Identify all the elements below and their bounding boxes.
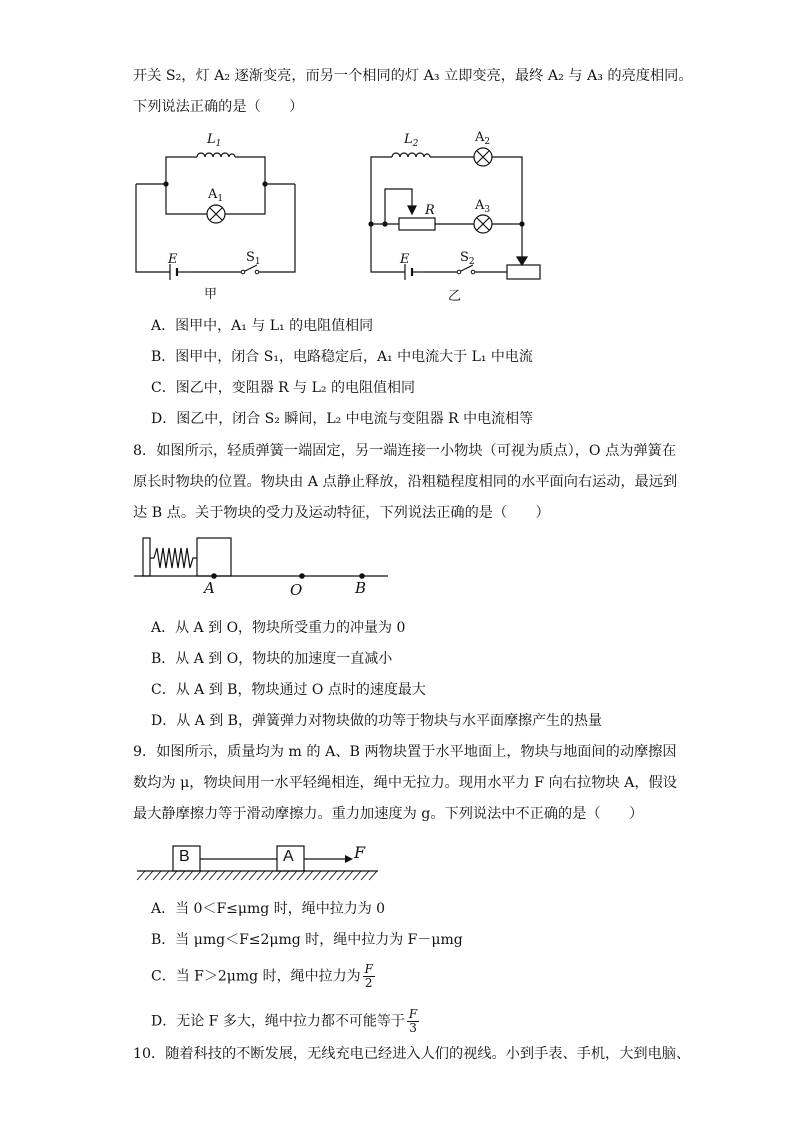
q7-option-d: D．图乙中，闭合 S₂ 瞬间，L₂ 中电流与变阻器 R 中电流相等 — [151, 411, 534, 427]
label-point-A: A — [204, 579, 215, 597]
fraction-F-over-3: $\frac{F}{3}$ — [408, 1007, 418, 1035]
force-F-label: F — [354, 843, 366, 862]
label-A2: $A_2$ — [475, 130, 491, 147]
q7-option-a: A．图甲中，A₁ 与 L₁ 的电阻值相同 — [151, 318, 374, 334]
circuit-figure-yi — [362, 122, 562, 302]
q8-option-c: C．从 A 到 B，物块通过 O 点时的速度最大 — [151, 682, 426, 698]
q7-option-b: B．图甲中，闭合 S₁，电路稳定后，A₁ 中电流大于 L₁ 中电流 — [151, 349, 533, 365]
two-blocks-figure — [135, 840, 385, 885]
q9-stem-line2: 数均为 μ，物块间用一水平轻绳相连，绳中无拉力。现用水平力 F 向右拉物块 A，假设 — [133, 775, 677, 791]
label-R: R — [425, 203, 435, 218]
label-S2: $S_2$ — [460, 250, 475, 267]
caption-jia: 甲 — [204, 287, 218, 302]
q9-stem-line3: 最大静摩擦力等于滑动摩擦力。重力加速度为 g。下列说法中不正确的是（ ） — [133, 806, 644, 822]
q9-option-b: B．当 μmg＜F≤2μmg 时，绳中拉力为 F－μmg — [151, 932, 463, 948]
q8-stem-line1: 8．如图所示，轻质弹簧一端固定，另一端连接一小物块（可视为质点），O 点为弹簧在 — [133, 443, 677, 459]
q9-option-d: D．无论 F 多大，绳中拉力都不可能等于 $\frac{F}{3}$ — [151, 1007, 418, 1035]
q8-stem-line3: 达 B 点。关于物块的受力及运动特征，下列说法正确的是（ ） — [133, 505, 550, 521]
label-E-jia: E — [168, 252, 178, 267]
q7-intro-line2: 下列说法正确的是（ ） — [133, 99, 304, 115]
label-L2: $L_2$ — [404, 132, 419, 149]
q8-option-b: B．从 A 到 O，物块的加速度一直减小 — [151, 651, 393, 667]
spring-block-figure — [130, 534, 395, 584]
q8-option-a: A．从 A 到 O，物块所受重力的冲量为 0 — [151, 620, 406, 636]
block-A-label: A — [283, 848, 294, 865]
q7-intro-line1: 开关 S₂，灯 A₂ 逐渐变亮，而另一个相同的灯 A₃ 立即变亮，最终 A₂ 与 A₃ 的亮度相同。 — [133, 68, 693, 84]
label-point-B: B — [355, 579, 367, 597]
label-S1: $S_1$ — [246, 250, 261, 267]
block-B-label: B — [179, 848, 190, 865]
q8-option-d: D．从 A 到 B，弹簧弹力对物块做的功等于物块与水平面摩擦产生的热量 — [151, 713, 602, 729]
label-A1: $A_1$ — [208, 187, 224, 204]
q9-option-a: A．当 0＜F≤μmg 时，绳中拉力为 0 — [151, 901, 386, 917]
label-A3: $A_3$ — [475, 198, 491, 215]
q7-option-c: C．图乙中，变阻器 R 与 L₂ 的电阻值相同 — [151, 380, 415, 396]
circuit-figure-jia — [125, 122, 310, 302]
fraction-F-over-2: $\frac{F}{2}$ — [364, 962, 373, 990]
q9-stem-line1: 9．如图所示，质量均为 m 的 A、B 两物块置于水平地面上，物块与地面间的动摩擦因 — [133, 744, 677, 760]
label-E-yi: E — [400, 252, 410, 267]
label-point-O: O — [290, 581, 303, 599]
q9-option-c: C．当 F＞2μmg 时，绳中拉力为 $\frac{F}{2}$ — [151, 962, 373, 990]
q8-stem-line2: 原长时物块的位置。物块由 A 点静止释放，沿粗糙程度相同的水平面向右运动，最远到 — [133, 474, 678, 490]
caption-yi: 乙 — [448, 289, 462, 304]
q10-stem-line1: 10．随着科技的不断发展，无线充电已经进入人们的视线。小到手表、手机，大到电脑、 — [133, 1046, 691, 1062]
label-L1: $L_1$ — [207, 132, 222, 149]
